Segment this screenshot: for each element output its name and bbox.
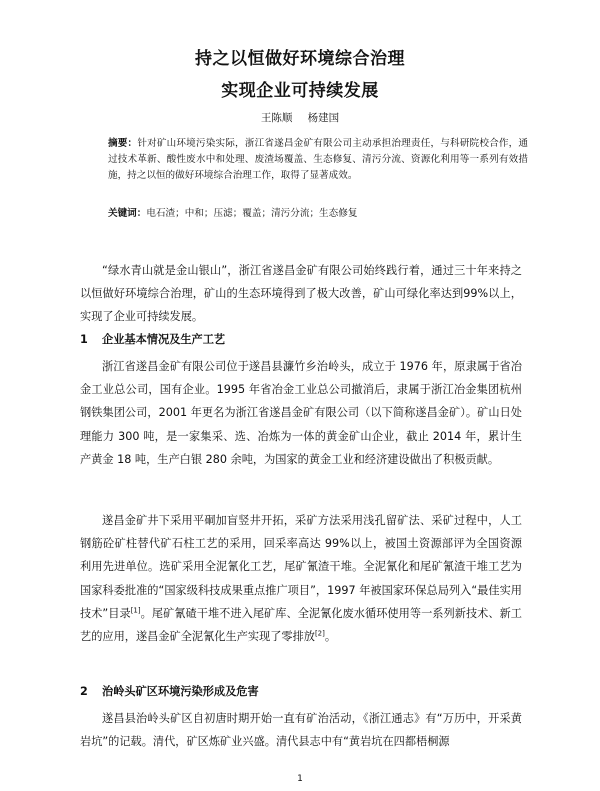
- paragraph-text: 。尾矿氰碴干堆不进入尾矿库、全泥氰化废水循环使用等一系列新技术、新工艺的应用，遂昌金矿全泥氰化生产实现了零排放: [80, 606, 522, 644]
- section-1-paragraph-2: [80, 509, 522, 648]
- author-name: 杨建国: [307, 112, 340, 124]
- paragraph-text: 。: [324, 630, 337, 644]
- section-1-paragraph-1: 浙江省遂昌金矿有限公司位于遂昌县濂竹乡治岭头，成立于 1976 年，原隶属于省冶金工业总公司，国有企业。1995 年省冶金工业总公司撤消后，隶属于浙江冶金集团杭州钢铁集团公司，2001 年更名为浙江省遂昌金矿有限公司（以下简称遂昌金矿）。矿山日处理能力 300 吨，是一家集采、选、冶炼为一体的黄金矿山企业，截止 2014 年，累计生产黄金 18 吨，生产白银 280 余吨，为国家的黄金工业和经济建设做出了积极贡献。: [80, 360, 522, 466]
- section-1-title: 企业基本情况及生产工艺: [102, 333, 226, 346]
- title-line-2: 实现企业可持续发展: [221, 81, 379, 101]
- page-number: 1: [297, 774, 303, 784]
- title-line-1: 持之以恒做好环境综合治理: [195, 49, 405, 69]
- author-name: 王陈顺: [260, 112, 293, 124]
- keywords: [108, 206, 528, 222]
- section-1-heading: [80, 331, 522, 349]
- abstract-label: 摘要：: [108, 138, 138, 149]
- intro-paragraph: “绿水青山就是金山银山”，浙江省遂昌金矿有限公司始终践行着，通过三十年来持之以恒做好环境综合治理，矿山的生态环境得到了极大改善，矿山可绿化率达到99%以上，实现了企业可持续发展。: [80, 264, 522, 324]
- citation-1: [1]: [130, 606, 141, 615]
- paragraph-text: 遂昌金矿井下采用平硐加盲竖井开拓，采矿方法采用浅孔留矿法、采矿过程中，人工钢筋砼矿柱替代矿石柱工艺的采用，回采率高达 99%以上，被国土资源部评为全国资源利用先进单位。选矿采用全泥氰化工艺，尾矿氰渣干堆。全泥氰化和尾矿氰渣干堆工艺为国家科委批准的“国家级科技成果重点推广项目”，1997 年被国家环保总局列入“最佳实用技术”目录: [80, 514, 522, 620]
- section-2-heading: [80, 683, 522, 701]
- keywords-label: 关键词：: [108, 208, 147, 219]
- keywords-text: 电石渣；中和；压滤；覆盖；清污分流；生态修复: [146, 208, 358, 219]
- abstract-text: 针对矿山环境污染实际，浙江省遂昌金矿有限公司主动承担治理责任，与科研院校合作，通过技术革新、酸性废水中和处理、废渣场覆盖、生态修复、清污分流、资源化利用等一系列有效措施，持之以恒的做好环境综合治理工作，取得了显著成效。: [108, 138, 529, 181]
- author-list: [0, 110, 600, 125]
- section-2-title: 治岭头矿区环境污染形成及危害: [102, 685, 259, 698]
- section-2-number: 2: [80, 685, 88, 698]
- section-1-number: 1: [80, 333, 88, 346]
- citation-2: [2]: [314, 629, 325, 638]
- abstract: [108, 136, 528, 184]
- section-2-paragraph-1: 遂昌县治岭头矿区自初唐时期开始一直有矿治活动，《浙江通志》有“万历中，开采黄岩坑”的记载。清代，矿区炼矿业兴盛。清代县志中有“黄岩坑在四都梧桐源: [80, 712, 522, 749]
